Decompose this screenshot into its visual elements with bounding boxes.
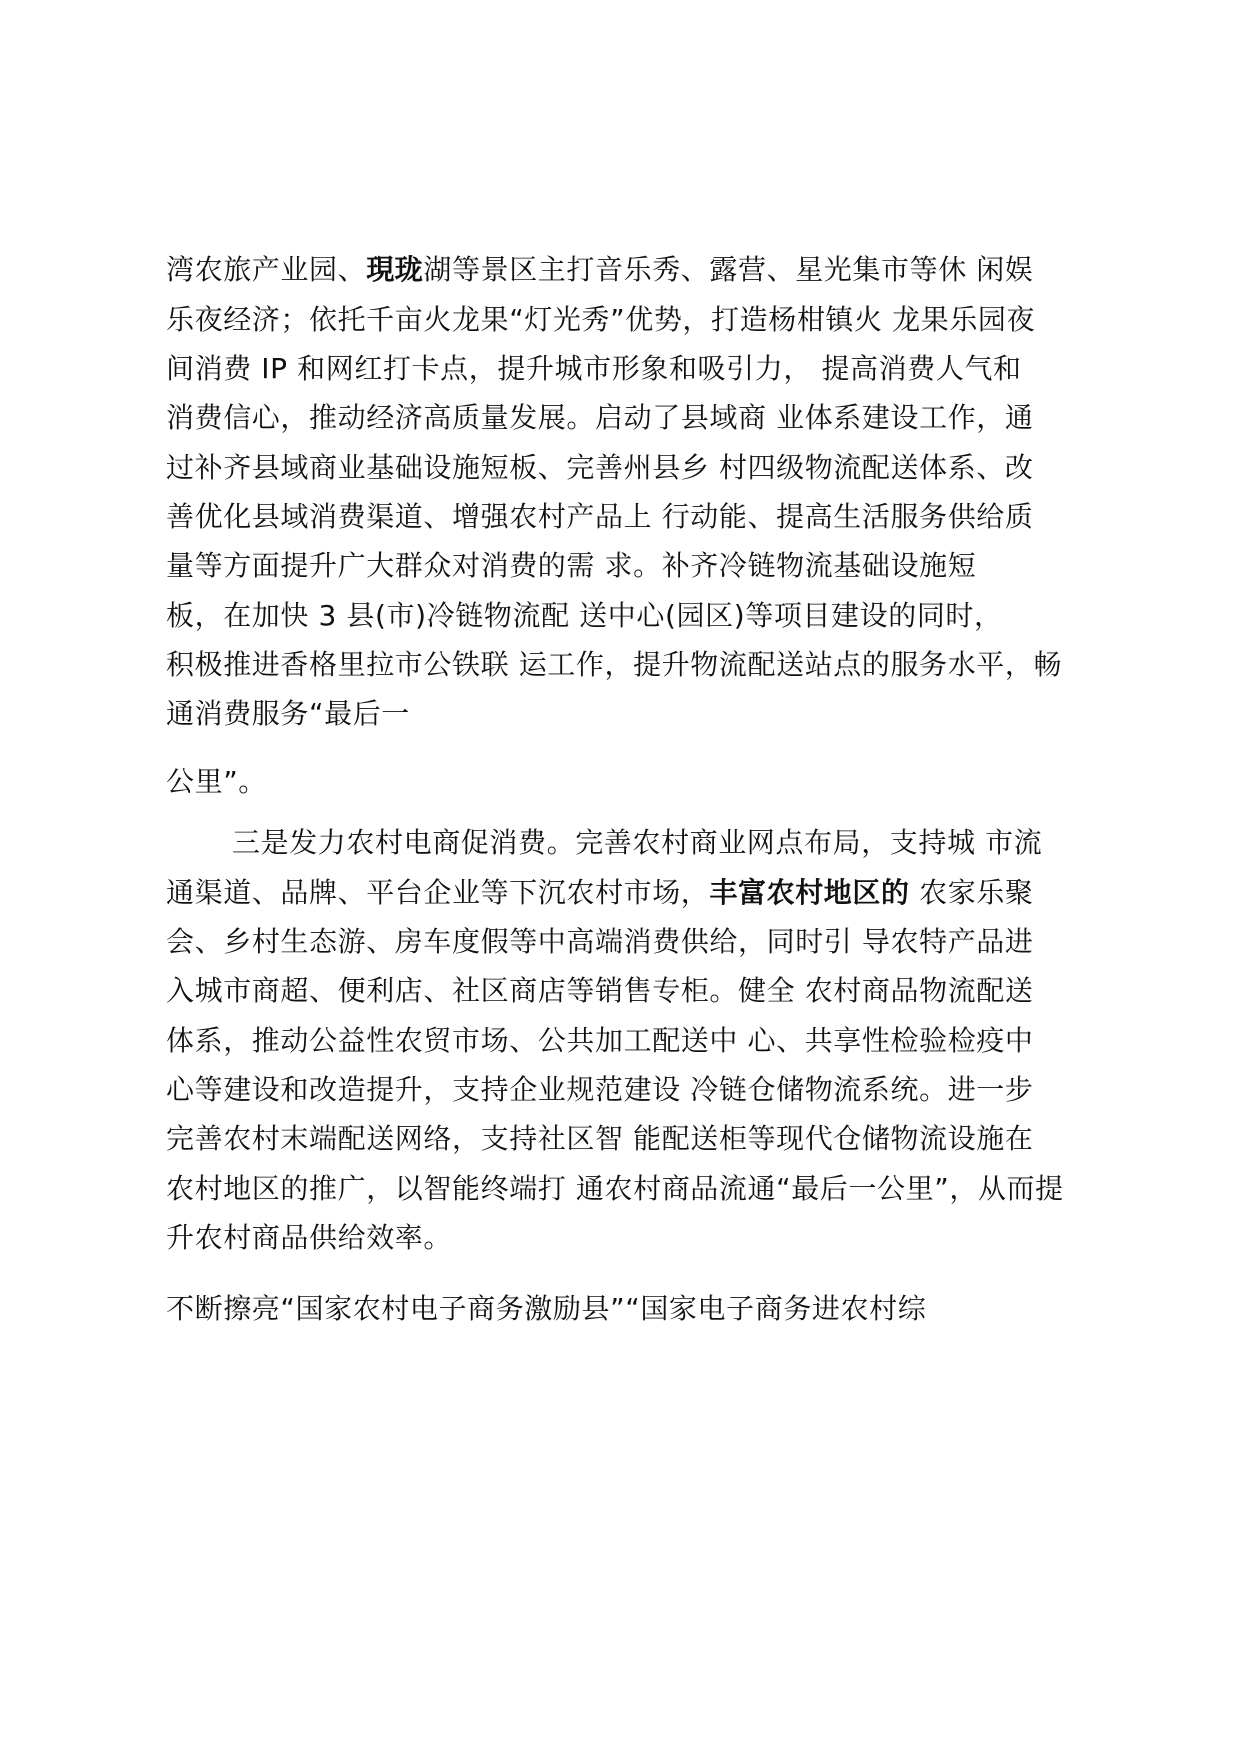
paragraph1-line1 (166, 250, 1034, 290)
paragraph2-line5 (166, 1021, 1034, 1061)
text-run: 湾农旅产业园、 (166, 253, 367, 286)
paragraph1-line8 (166, 596, 1003, 636)
paragraph2-line4 (166, 971, 1034, 1011)
text-run: 会、乡村生态游、房车度假等中高端消费供给，同时引 导农特产品进 (166, 925, 1034, 958)
text-run: 量等方面提升广大群众对消费的需 求。补齐冷链物流基础设施短 (166, 549, 977, 582)
paragraph1-line5 (166, 448, 1034, 488)
text-run: 体系，推动公益性农贸市场、公共加工配送中 心、共享性检验检疫中 (166, 1024, 1034, 1057)
text-run: 三是发力农村电商促消费。完善农村商业网点布局，支持城 市流 (232, 826, 1043, 859)
paragraph2-line3 (166, 922, 1034, 962)
text-run: 农村地区的推广，以智能终端打 通农村商品流通“最后一公里”，从而提 (166, 1172, 1064, 1205)
text-run: 消费信心，推动经济高质量发展。启动了县域商 业体系建设工作，通 (166, 401, 1034, 434)
paragraph2-line9 (166, 1218, 452, 1258)
text-run: 积极推进香格里拉市公铁联 运工作，提升物流配送站点的服务水平，畅 (166, 648, 1063, 681)
text-run: 完善农村末端配送网络，支持社区智 能配送柜等现代仓储物流设施在 (166, 1122, 1034, 1155)
paragraph1-tail (166, 762, 267, 802)
paragraph1-line4 (166, 398, 1034, 438)
text-run: 通渠道、品牌、平台企业等下沉农村市场， (166, 876, 710, 909)
paragraph1-line6 (166, 497, 1034, 537)
paragraph1-line10 (166, 694, 410, 734)
text-run: 升农村商品供给效率。 (166, 1221, 453, 1254)
paragraph3-line1 (166, 1289, 926, 1329)
text-run: 乐夜经济；依托千亩火龙果“灯光秀”优势，打造杨柑镇火 龙果乐园夜 (166, 303, 1036, 336)
text-run: 心等建设和改造提升，支持企业规范建设 冷链仓储物流系统。进一步 (166, 1073, 1034, 1106)
text-run: 入城市商超、便利店、社区商店等销售专柜。健全 农村商品物流配送 (166, 974, 1034, 1007)
text-run: 善优化县域消费渠道、增强农村产品上 行动能、提高生活服务供给质 (166, 500, 1034, 533)
bold-place-name: 現珑 (366, 253, 424, 286)
text-run: 公里”。 (166, 765, 267, 798)
text-run: 过补齐县域商业基础设施短板、完善州县乡 村四级物流配送体系、改 (166, 451, 1034, 484)
paragraph2-line1 (232, 823, 1042, 863)
paragraph1-line2 (166, 300, 1035, 340)
paragraph2-line2 (166, 873, 1034, 913)
text-run: 湖等景区主打音乐秀、露营、星光集市等休 闲娱 (423, 253, 1034, 286)
paragraph1-line3 (166, 349, 1022, 389)
paragraph1-line7 (166, 546, 976, 586)
paragraph2-line7 (166, 1119, 1034, 1159)
text-run: 通消费服务“最后一 (166, 697, 410, 730)
text-run: 间消费 IP 和网红打卡点，提升城市形象和吸引力， 提高消费人气和 (166, 352, 1022, 385)
bold-phrase: 丰富农村地区的 (709, 876, 910, 909)
paragraph2-line6 (166, 1070, 1034, 1110)
paragraph1-line9 (166, 645, 1062, 685)
text-run: 不断擦亮“国家农村电子商务激励县”“国家电子商务进农村综 (166, 1292, 927, 1325)
text-run: 板，在加快 3 县(市)冷链物流配 送中心(园区)等项目建设的同时， (166, 599, 1003, 632)
text-run: 农家乐聚 (909, 876, 1034, 909)
paragraph2-line8 (166, 1169, 1064, 1209)
